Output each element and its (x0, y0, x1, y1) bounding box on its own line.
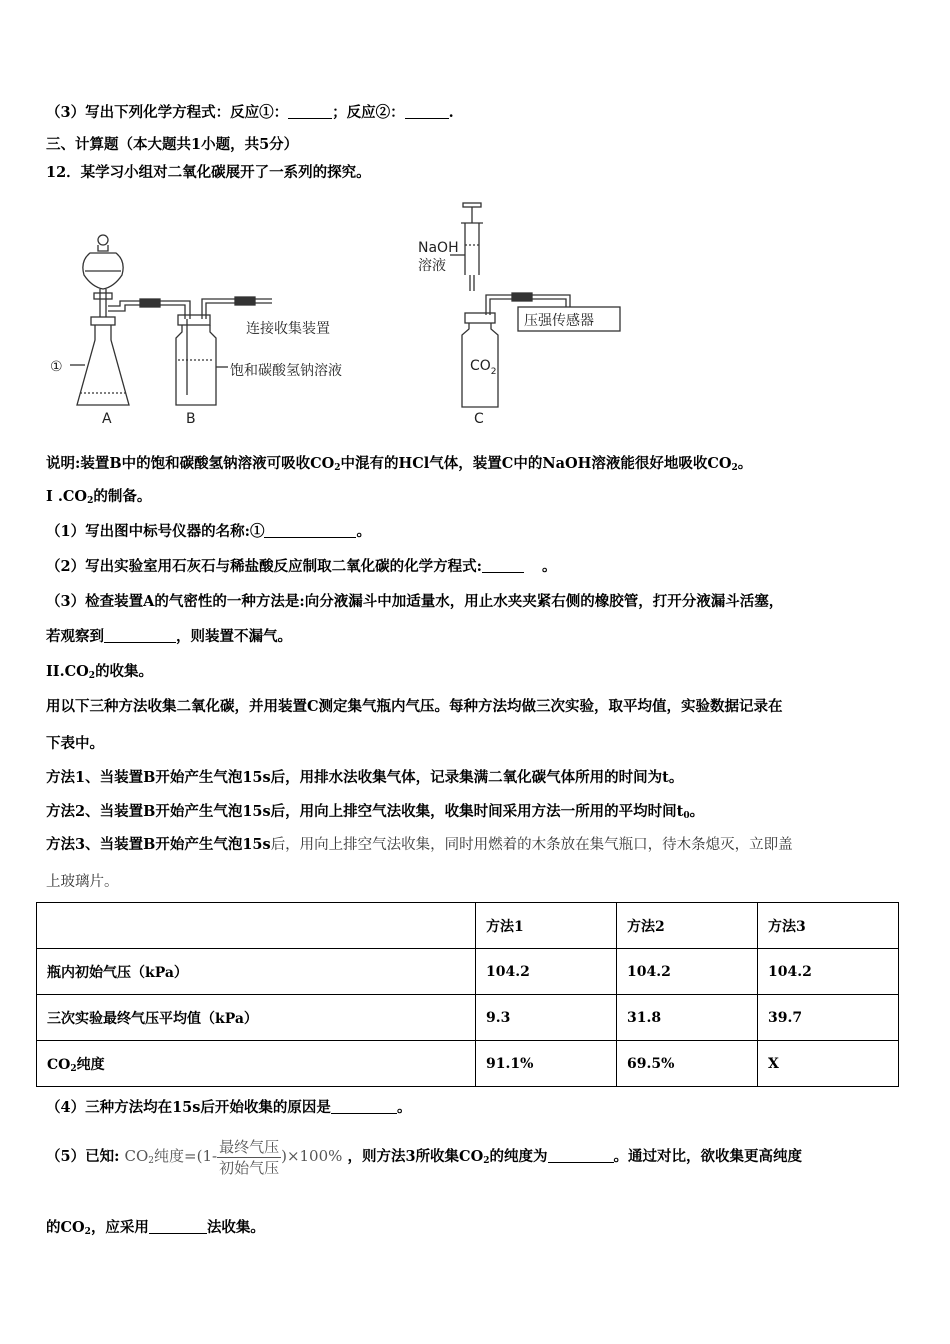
table-header-cell: 方法1 (476, 903, 617, 949)
method-3-line-2: 上玻璃片。 (46, 874, 119, 890)
q3-reactions-line (46, 103, 454, 123)
table-cell: 31.8 (617, 995, 758, 1041)
table-row (37, 949, 899, 995)
table-row (37, 1041, 899, 1087)
table-cell: 39.7 (758, 995, 899, 1041)
label-connect-collector: 连接收集装置 (246, 321, 330, 337)
table-header-row (37, 903, 899, 949)
label-saturated-solution: 饱和碳酸氢钠溶液 (230, 363, 342, 379)
table-row-label: 瓶内初始气压（kPa） (37, 949, 476, 995)
paragraph-line-1: 用以下三种方法收集二氧化碳，并用装置C测定集气瓶内气压。每种方法均做三次实验，取平均值，实验数据记录在 (46, 698, 783, 715)
apparatus-figure (40, 195, 640, 435)
table-row-label: $CO_2$纯度 (37, 1041, 476, 1087)
question-4: （4）三种方法均在15s后开始收集的原因是 。 (46, 1099, 412, 1116)
answer-blank-q3[interactable] (104, 628, 176, 643)
table-header-cell: 方法2 (617, 903, 758, 949)
purity-formula: $CO_2$纯度=(1- (124, 1147, 218, 1166)
paragraph-line-2: 下表中。 (46, 735, 104, 752)
question-5-line-2: 的$CO_2$，应采用 法收集。 (46, 1219, 265, 1237)
answer-blank-reaction-2[interactable] (405, 104, 449, 119)
table-cell: X (758, 1041, 899, 1087)
label-a: A (102, 411, 112, 427)
label-c: C (474, 411, 484, 427)
label-naoh-solution: 溶液 (418, 258, 446, 274)
table-row (37, 995, 899, 1041)
answer-blank-q1[interactable] (264, 523, 356, 538)
table-cell: 104.2 (476, 949, 617, 995)
bottle-b-stopper (178, 315, 210, 325)
question-3-line-2: 若观察到 ，则装置不漏气。 (46, 628, 292, 645)
answer-blank-q5-method[interactable] (149, 1219, 207, 1234)
section-title: 三、计算题（本大题共1小题，共5分） (46, 136, 299, 153)
note-line: 说明:装置B中的饱和碳酸氢钠溶液可吸收$CO_2$中混有的HCl气体，装置C中的NaOH溶液能很好地吸收$CO_2$。 (46, 455, 753, 473)
table-row-label: 三次实验最终气压平均值（kPa） (37, 995, 476, 1041)
question-1: （1）写出图中标号仪器的名称:① 。 (46, 523, 371, 540)
table-cell: 9.3 (476, 995, 617, 1041)
question-5-line-1: （5）已知: $CO_2$纯度=(1- $\frac{\text{最终气压}}{\text{初始气压}}$ )×100% ，则方法3所收集$CO_2$的纯度为 。通过对比，欲收集更高纯度 (46, 1137, 802, 1177)
results-table (36, 902, 899, 1087)
label-b: B (186, 411, 196, 427)
q3-reactions-end: . (448, 104, 454, 121)
method-3-line-1: 方法3、当装置B开始产生气泡15s后，用向上排空气法收集，同时用燃着的木条放在集气瓶口，待木条熄灭，立即盖 (46, 836, 793, 853)
purity-fraction: $\frac{\text{最终气压}}{\text{初始气压}}$ (219, 1137, 280, 1177)
question-2: （2）写出实验室用石灰石与稀盐酸反应制取二氧化碳的化学方程式: 。 (46, 558, 557, 575)
table-cell: 91.1% (476, 1041, 617, 1087)
table-cell: 69.5% (617, 1041, 758, 1087)
answer-blank-q5-purity[interactable] (548, 1148, 614, 1163)
question-3-line-1: （3）检查装置A的气密性的一种方法是:向分液漏斗中加适量水，用止水夹夹紧右侧的橡胶管，打开分液漏斗活塞， (46, 593, 784, 610)
table-cell: 104.2 (758, 949, 899, 995)
label-instrument-1: ① (50, 359, 63, 375)
bottle-b (176, 325, 216, 405)
funnel-stopper (98, 235, 108, 245)
q3-reactions-prefix: （3）写出下列化学方程式：反应①： (46, 104, 289, 121)
method-2: 方法2、当装置B开始产生气泡15s后，用向上排空气法收集，收集时间采用方法一所用的平均时间$t_0$。 (46, 803, 705, 821)
answer-blank-q4[interactable] (331, 1099, 397, 1114)
table-header-cell: 方法3 (758, 903, 899, 949)
flask-a-stopper (91, 317, 115, 325)
label-pressure-sensor: 压强传感器 (524, 313, 594, 329)
answer-blank-reaction-1[interactable] (288, 104, 332, 119)
question-12-intro: 12．某学习小组对二氧化碳展开了一系列的探究。 (46, 164, 371, 181)
label-naoh: NaOH (418, 240, 459, 256)
part-2-heading: $II.CO_2$的收集。 (46, 663, 154, 681)
table-header-cell (37, 903, 476, 949)
table-cell: 104.2 (617, 949, 758, 995)
answer-blank-q2[interactable] (482, 558, 524, 573)
label-co2: $CO_2$ (470, 358, 497, 377)
method-1: 方法1、当装置B开始产生气泡15s后，用排水法收集气体，记录集满二氧化碳气体所用的时间为t。 (46, 769, 684, 786)
part-1-heading: I $.CO_2$的制备。 (46, 488, 152, 506)
q3-reactions-mid: ；反应②： (332, 104, 405, 121)
